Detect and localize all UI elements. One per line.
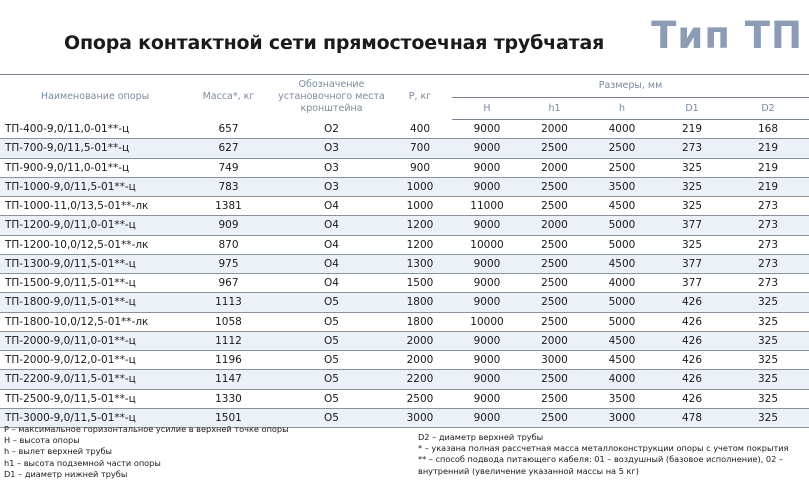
cell-D1: 325: [657, 177, 727, 196]
cell-D2: 325: [727, 408, 809, 427]
note-line: P – максимальное горизонтальное усилие в верхней точке опоры: [4, 424, 289, 434]
cell-D1: 426: [657, 293, 727, 312]
cell-D1: 377: [657, 274, 727, 293]
cell-H: 9000: [452, 351, 522, 370]
note-line: D2 – диаметр верхней трубы: [418, 432, 544, 442]
cell-p: 900: [388, 158, 452, 177]
cell-D2: 325: [727, 389, 809, 408]
header-h: h: [587, 98, 657, 120]
cell-h1: 3000: [522, 351, 587, 370]
cell-h1: 2500: [522, 177, 587, 196]
cell-H: 10000: [452, 235, 522, 254]
cell-mass: 909: [182, 216, 275, 235]
table-row: [0, 177, 809, 196]
cell-D1: 426: [657, 351, 727, 370]
cell-D2: 219: [727, 158, 809, 177]
cell-h1: 2500: [522, 408, 587, 427]
cell-D1: 377: [657, 216, 727, 235]
cell-H: 9000: [452, 158, 522, 177]
cell-h: 3500: [587, 389, 657, 408]
cell-name: ТП-2200-9,0/11,5-01**-ц: [0, 370, 182, 389]
cell-h1: 2500: [522, 235, 587, 254]
cell-p: 1200: [388, 216, 452, 235]
cell-designation: О5: [275, 389, 388, 408]
cell-designation: О5: [275, 331, 388, 350]
cell-mass: 1147: [182, 370, 275, 389]
cell-H: 11000: [452, 197, 522, 216]
cell-designation: О4: [275, 254, 388, 273]
cell-name: ТП-3000-9,0/11,5-01**-ц: [0, 408, 182, 427]
cell-name: ТП-2000-9,0/12,0-01**-ц: [0, 351, 182, 370]
table-row: [0, 139, 809, 158]
cell-h1: 2500: [522, 139, 587, 158]
cell-designation: О3: [275, 177, 388, 196]
note-line: h1 – высота подземной части опоры: [4, 457, 161, 468]
cell-mass: 627: [182, 139, 275, 158]
cell-h1: 2500: [522, 197, 587, 216]
cell-h: 4000: [587, 370, 657, 389]
cell-D2: 219: [727, 177, 809, 196]
cell-mass: 783: [182, 177, 275, 196]
cell-mass: 1196: [182, 351, 275, 370]
note-line: * – указана полная рассчетная масса металлоконструкции опоры с учетом покрытия: [418, 443, 789, 454]
cell-h: 3500: [587, 177, 657, 196]
cell-designation: О5: [275, 351, 388, 370]
cell-D2: 325: [727, 312, 809, 331]
cell-h: 4500: [587, 331, 657, 350]
cell-p: 2200: [388, 370, 452, 389]
cell-D1: 273: [657, 139, 727, 158]
cell-designation: О5: [275, 312, 388, 331]
cell-H: 9000: [452, 293, 522, 312]
cell-H: 9000: [452, 331, 522, 350]
cell-designation: О3: [275, 139, 388, 158]
header-D1: D1: [657, 98, 727, 120]
cell-mass: 1330: [182, 389, 275, 408]
cell-h: 5000: [587, 216, 657, 235]
cell-h1: 2500: [522, 254, 587, 273]
table-row: [0, 331, 809, 350]
page-title: Опора контактной сети прямостоечная трубчатая: [64, 32, 605, 54]
header-dimensions: Размеры, мм: [452, 75, 809, 98]
cell-name: ТП-1200-9,0/11,0-01**-ц: [0, 216, 182, 235]
table-body: [0, 120, 809, 428]
cell-designation: О5: [275, 408, 388, 427]
cell-name: ТП-1000-11,0/13,5-01**-лк: [0, 197, 182, 216]
cell-p: 400: [388, 120, 452, 139]
cell-D2: 273: [727, 235, 809, 254]
cell-h: 5000: [587, 235, 657, 254]
cell-H: 9000: [452, 216, 522, 235]
cell-D2: 325: [727, 370, 809, 389]
cell-D2: 219: [727, 139, 809, 158]
cell-h: 4000: [587, 274, 657, 293]
cell-h1: 2500: [522, 389, 587, 408]
table-row: [0, 389, 809, 408]
header-name: Наименование опоры: [40, 91, 150, 103]
cell-mass: 1112: [182, 331, 275, 350]
cell-p: 1800: [388, 293, 452, 312]
cell-name: ТП-1500-9,0/11,5-01**-ц: [0, 274, 182, 293]
cell-H: 9000: [452, 254, 522, 273]
cell-D1: 325: [657, 235, 727, 254]
cell-mass: 1501: [182, 408, 275, 427]
cell-mass: 967: [182, 274, 275, 293]
cell-H: 9000: [452, 408, 522, 427]
cell-D1: 426: [657, 370, 727, 389]
cell-p: 2000: [388, 331, 452, 350]
header-p: P, кг: [408, 91, 432, 103]
cell-name: ТП-1300-9,0/11,5-01**-ц: [0, 254, 182, 273]
cell-p: 1800: [388, 312, 452, 331]
table-row: [0, 235, 809, 254]
header-D2: D2: [727, 98, 809, 120]
cell-mass: 657: [182, 120, 275, 139]
cell-h1: 2000: [522, 331, 587, 350]
cell-p: 2000: [388, 351, 452, 370]
cell-h: 4500: [587, 254, 657, 273]
table-row: [0, 216, 809, 235]
cell-D2: 273: [727, 274, 809, 293]
cell-D1: 478: [657, 408, 727, 427]
cell-D2: 325: [727, 331, 809, 350]
cell-H: 9000: [452, 389, 522, 408]
cell-D1: 426: [657, 312, 727, 331]
table-row: [0, 254, 809, 273]
cell-name: ТП-900-9,0/11,0-01**-ц: [0, 158, 182, 177]
header-h1: h1: [522, 98, 587, 120]
cell-designation: О4: [275, 274, 388, 293]
cell-h: 4000: [587, 120, 657, 139]
cell-h: 2500: [587, 158, 657, 177]
brand-logo: Тип ТП: [651, 14, 803, 57]
cell-designation: О4: [275, 235, 388, 254]
cell-p: 1000: [388, 177, 452, 196]
cell-D2: 273: [727, 197, 809, 216]
cell-H: 9000: [452, 139, 522, 158]
cell-p: 1200: [388, 235, 452, 254]
spec-table: [0, 75, 809, 428]
cell-h1: 2500: [522, 370, 587, 389]
cell-D1: 325: [657, 197, 727, 216]
cell-designation: О4: [275, 197, 388, 216]
table-row: [0, 312, 809, 331]
cell-D2: 273: [727, 254, 809, 273]
table-row: [0, 158, 809, 177]
table-row: [0, 293, 809, 312]
note-line: ** – способ подвода питающего кабеля: 01 – воздушный (базовое исполнение), 02 –: [418, 454, 784, 465]
cell-p: 700: [388, 139, 452, 158]
cell-D1: 426: [657, 389, 727, 408]
table-row: [0, 274, 809, 293]
header-H: H: [452, 98, 522, 120]
cell-h1: 2000: [522, 158, 587, 177]
cell-p: 2500: [388, 389, 452, 408]
cell-p: 1000: [388, 197, 452, 216]
notes-right: [418, 432, 806, 477]
cell-designation: О3: [275, 158, 388, 177]
cell-h: 2500: [587, 139, 657, 158]
note-line: D1 – диаметр нижней трубы: [4, 468, 128, 479]
cell-mass: 975: [182, 254, 275, 273]
cell-H: 9000: [452, 370, 522, 389]
cell-name: ТП-2000-9,0/11,0-01**-ц: [0, 331, 182, 350]
cell-D2: 168: [727, 120, 809, 139]
note-line: H – высота опоры: [4, 435, 80, 446]
table-row: [0, 120, 809, 139]
cell-H: 9000: [452, 274, 522, 293]
cell-mass: 870: [182, 235, 275, 254]
cell-name: ТП-1800-10,0/12,5-01**-лк: [0, 312, 182, 331]
cell-D2: 325: [727, 351, 809, 370]
cell-D1: 426: [657, 331, 727, 350]
cell-D1: 325: [657, 158, 727, 177]
note-line: h – вылет верхней трубы: [4, 446, 112, 457]
cell-p: 1300: [388, 254, 452, 273]
table-row: [0, 351, 809, 370]
cell-designation: О2: [275, 120, 388, 139]
cell-D2: 273: [727, 216, 809, 235]
notes-left: [4, 424, 404, 480]
cell-h1: 2500: [522, 274, 587, 293]
cell-designation: О5: [275, 370, 388, 389]
cell-p: 1500: [388, 274, 452, 293]
cell-D1: 219: [657, 120, 727, 139]
cell-H: 10000: [452, 312, 522, 331]
cell-mass: 749: [182, 158, 275, 177]
cell-H: 9000: [452, 177, 522, 196]
cell-designation: О4: [275, 216, 388, 235]
cell-h1: 2000: [522, 216, 587, 235]
cell-h1: 2500: [522, 312, 587, 331]
cell-h: 5000: [587, 312, 657, 331]
cell-H: 9000: [452, 120, 522, 139]
cell-h1: 2000: [522, 120, 587, 139]
cell-h: 5000: [587, 293, 657, 312]
cell-h: 3000: [587, 408, 657, 427]
cell-D1: 377: [657, 254, 727, 273]
cell-name: ТП-1000-9,0/11,5-01**-ц: [0, 177, 182, 196]
cell-name: ТП-1800-9,0/11,5-01**-ц: [0, 293, 182, 312]
cell-h1: 2500: [522, 293, 587, 312]
cell-mass: 1381: [182, 197, 275, 216]
header-designation: Обозначение установочного места кронштейна: [278, 79, 385, 115]
cell-mass: 1113: [182, 293, 275, 312]
cell-designation: О5: [275, 293, 388, 312]
cell-h: 4500: [587, 197, 657, 216]
cell-name: ТП-400-9,0/11,0-01**-ц: [0, 120, 182, 139]
cell-name: ТП-2500-9,0/11,5-01**-ц: [0, 389, 182, 408]
cell-D2: 325: [727, 293, 809, 312]
cell-mass: 1058: [182, 312, 275, 331]
cell-p: 3000: [388, 408, 452, 427]
table-row: [0, 370, 809, 389]
note-line: внутренний (увеличение указанной массы на 5 кг): [418, 465, 639, 476]
table-row: [0, 197, 809, 216]
header-mass: Масса*, кг: [202, 91, 255, 103]
cell-h: 4500: [587, 351, 657, 370]
cell-name: ТП-1200-10,0/12,5-01**-лк: [0, 235, 182, 254]
cell-name: ТП-700-9,0/11,5-01**-ц: [0, 139, 182, 158]
